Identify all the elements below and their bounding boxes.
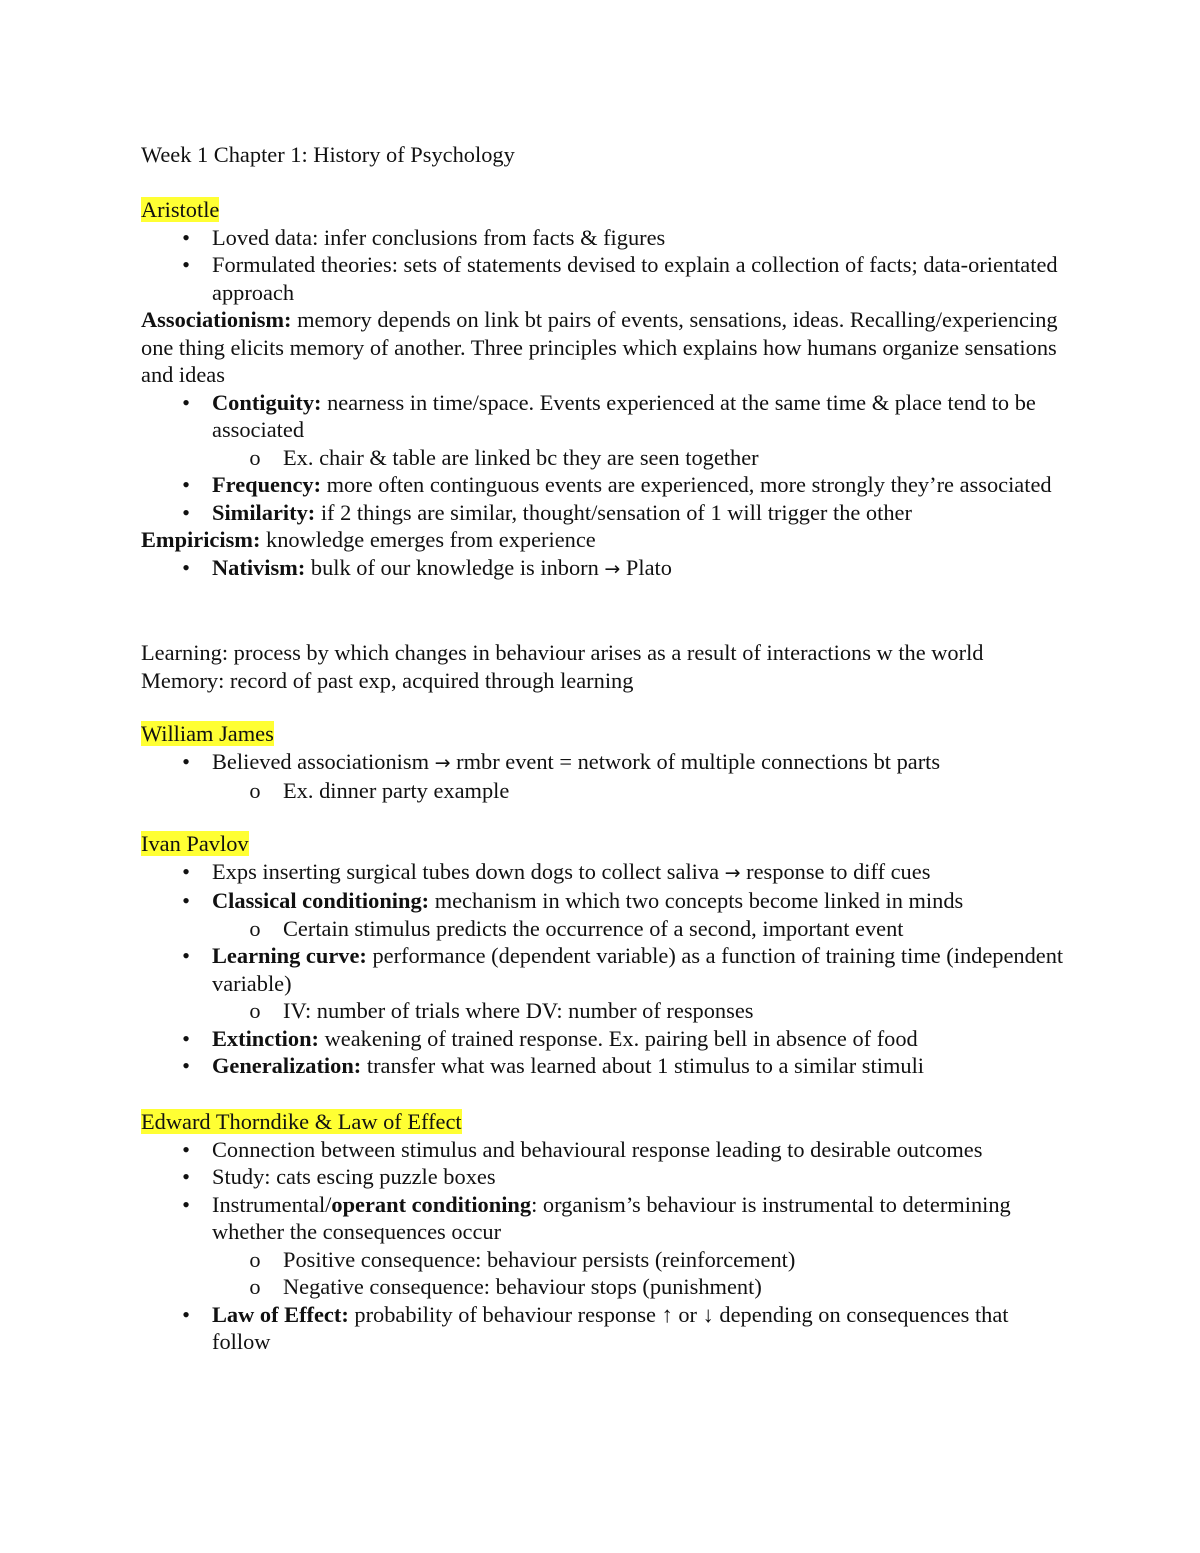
right-arrow-icon: → bbox=[724, 861, 741, 884]
list-item: • Similarity: if 2 things are similar, thought/sensation of 1 will trigger the other bbox=[141, 499, 1071, 527]
list-item: • Extinction: weakening of trained response. Ex. pairing bell in absence of food bbox=[141, 1025, 1071, 1053]
list-item: • Formulated theories: sets of statements devised to explain a collection of facts; data-orientated approach bbox=[141, 251, 1071, 306]
bullet-icon: • bbox=[182, 1301, 190, 1327]
principles-list bbox=[141, 389, 1071, 527]
list-item: • Instrumental/operant conditioning: organism’s behaviour is instrumental to determining whether the consequences occur o Positive consequence: behaviour persists (reinforcement) o Negative consequence: behaviour stops (punishment) bbox=[141, 1191, 1071, 1301]
list-item: • Learning curve: performance (dependent variable) as a function of training time (independent variable) o IV: number of trials where DV: number of responses bbox=[141, 942, 1071, 1025]
section-heading-edward-thorndike: Edward Thorndike & Law of Effect bbox=[141, 1109, 462, 1134]
bullet-icon: • bbox=[182, 472, 190, 497]
bullet-icon: • bbox=[182, 389, 190, 415]
sub-list-item: o Negative consequence: behaviour stops (punishment) bbox=[249, 1274, 762, 1299]
bullet-icon: • bbox=[182, 1136, 190, 1162]
empiricism-paragraph: Empiricism: knowledge emerges from experience bbox=[141, 527, 596, 552]
sub-bullet-icon: o bbox=[249, 1246, 261, 1272]
sub-bullet-icon: o bbox=[249, 998, 261, 1023]
section-aristotle bbox=[141, 196, 1071, 583]
pavlov-bullets bbox=[141, 858, 1071, 1080]
definition-memory: Memory: record of past exp, acquired through learning bbox=[141, 667, 634, 693]
definition-learning: Learning: process by which changes in behaviour arises as a result of interactions w the world bbox=[141, 640, 984, 665]
section-definitions bbox=[141, 639, 1071, 694]
aristotle-bullets bbox=[141, 224, 1071, 307]
section-heading-aristotle: Aristotle bbox=[141, 197, 220, 222]
section-edward-thorndike bbox=[141, 1108, 1071, 1356]
bullet-icon: • bbox=[182, 1025, 190, 1051]
sub-bullet-icon: o bbox=[249, 1274, 261, 1299]
list-item: • Law of Effect: probability of behaviour response ↑ or ↓ depending on consequences that follow bbox=[141, 1301, 1071, 1356]
list-item: • Generalization: transfer what was learned about 1 stimulus to a similar stimuli bbox=[141, 1052, 1071, 1080]
sub-list-item: o Ex. chair & table are linked bc they are seen together bbox=[249, 444, 759, 470]
bullet-icon: • bbox=[182, 252, 190, 277]
sub-list bbox=[212, 997, 1071, 1025]
section-william-james bbox=[141, 720, 1071, 805]
sub-list bbox=[212, 1246, 1071, 1301]
bullet-icon: • bbox=[182, 1191, 190, 1217]
right-arrow-icon: → bbox=[434, 751, 451, 774]
sub-list bbox=[212, 777, 1071, 805]
list-item: • Believed associationism → rmbr event = network of multiple connections bt parts o Ex. dinner party example bbox=[141, 748, 1071, 805]
sub-bullet-icon: o bbox=[249, 778, 261, 803]
section-ivan-pavlov bbox=[141, 830, 1071, 1080]
list-item: • Nativism: bulk of our knowledge is inborn → Plato bbox=[141, 554, 1071, 584]
bullet-icon: • bbox=[182, 1164, 190, 1189]
sub-list-item: o Certain stimulus predicts the occurrence of a second, important event bbox=[249, 915, 904, 941]
bullet-icon: • bbox=[182, 858, 190, 884]
list-item: • Study: cats escing puzzle boxes bbox=[141, 1163, 1071, 1191]
associationism-paragraph: Associationism: memory depends on link bt pairs of events, sensations, ideas. Recalling/experiencing one thing elicits memory of another. Three principles which explains how humans organize sensations and ideas bbox=[141, 307, 1058, 387]
sub-list-item: o Positive consequence: behaviour persists (reinforcement) bbox=[249, 1246, 796, 1272]
sub-list-item: o Ex. dinner party example bbox=[249, 778, 510, 803]
bullet-icon: • bbox=[182, 888, 190, 913]
nativism-list bbox=[141, 554, 1071, 584]
list-item: • Loved data: infer conclusions from facts & figures bbox=[141, 224, 1071, 252]
list-item: • Classical conditioning: mechanism in which two concepts become linked in minds o Certain stimulus predicts the occurrence of a second, important event bbox=[141, 887, 1071, 942]
bullet-icon: • bbox=[182, 1053, 190, 1078]
list-item: • Exps inserting surgical tubes down dogs to collect saliva → response to diff cues bbox=[141, 858, 1071, 888]
james-bullets bbox=[141, 748, 1071, 805]
thorndike-bullets bbox=[141, 1136, 1071, 1356]
list-item: • Contiguity: nearness in time/space. Events experienced at the same time & place tend to be associated o Ex. chair & table are linked bc they are seen together bbox=[141, 389, 1071, 472]
sub-list-item: o IV: number of trials where DV: number of responses bbox=[249, 998, 754, 1023]
bullet-icon: • bbox=[182, 554, 190, 580]
page-title: Week 1 Chapter 1: History of Psychology bbox=[141, 142, 515, 167]
sub-bullet-icon: o bbox=[249, 915, 261, 941]
sub-bullet-icon: o bbox=[249, 444, 261, 470]
section-heading-william-james: William James bbox=[141, 721, 274, 746]
sub-list bbox=[212, 915, 1071, 943]
section-heading-ivan-pavlov: Ivan Pavlov bbox=[141, 831, 249, 856]
right-arrow-icon: → bbox=[604, 557, 621, 580]
bullet-icon: • bbox=[182, 224, 190, 250]
sub-list bbox=[212, 444, 1071, 472]
list-item: • Frequency: more often continguous events are experienced, more strongly they’re associated bbox=[141, 471, 1071, 499]
bullet-icon: • bbox=[182, 943, 190, 968]
bullet-icon: • bbox=[182, 499, 190, 525]
bullet-icon: • bbox=[182, 748, 190, 774]
list-item: • Connection between stimulus and behavioural response leading to desirable outcomes bbox=[141, 1136, 1071, 1164]
